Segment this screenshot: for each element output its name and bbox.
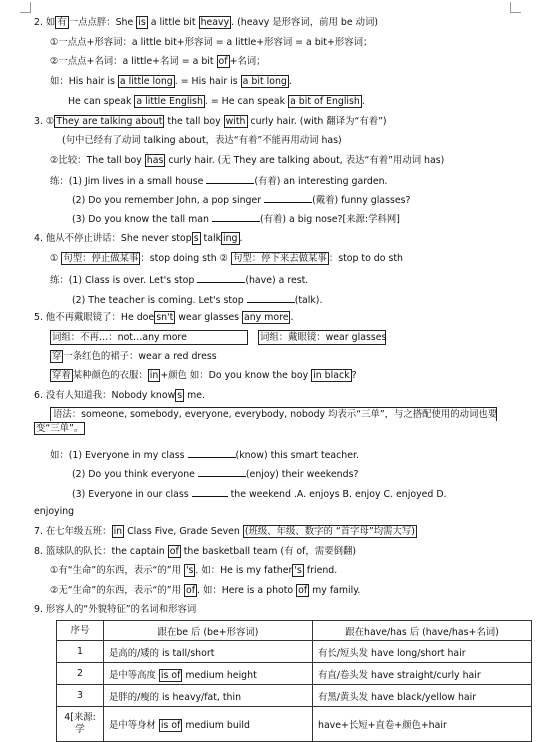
s3-heading: 3. ① They are talking about the tall boy with curly hair. (with 翻译为“有着”) <box>34 116 387 127</box>
s2-rule-2: ②一点点+名词：a little+名词 = a bit of +名词； <box>50 56 266 67</box>
s8-rule-living: ①有“生命”的东西，表示“的”用 's . 如：He is my father 's friend. <box>50 565 338 576</box>
boxed-word: s <box>177 390 183 401</box>
s2-example-2: He can speak a little English . = He can speak a bit of English . <box>68 96 365 107</box>
answer-blank[interactable] <box>192 486 228 497</box>
table-row: 4[来源:学 是中等身材 is of medium build have+长短+直卷+颜色+hair <box>57 707 532 742</box>
boxed-word: 有 <box>57 17 67 28</box>
answer-blank[interactable] <box>206 173 254 184</box>
appearance-table <box>56 620 532 742</box>
phrase-box-wear-glasses: 词组：戴眼镜：wear glasses <box>260 332 387 343</box>
answer-blank[interactable] <box>198 466 246 477</box>
boxed-word: sn't <box>156 312 174 323</box>
table-row: 1 是高的/矮的 is tall/short 有长/短头发 have long/short hair <box>57 641 532 663</box>
s2-example-1: 如：His hair is a little long . = His hair is a bit long . <box>50 76 292 87</box>
s2-rule-1: ①一点点+形容词：a little bit+形容词 = a little+形容词 = a bit+形容词； <box>50 37 373 48</box>
boxed-phrase: 句型：停下来去做某事 <box>233 253 327 264</box>
boxed-phrase: 句型：停止做某事 <box>63 253 139 264</box>
s6-grammar-box-bottom <box>34 422 85 435</box>
boxed-word: s <box>193 233 199 244</box>
s6-exercise-2: (2) Do you think everyone (enjoy) their weekends? <box>72 466 358 481</box>
answer-blank[interactable] <box>247 292 295 303</box>
s3-exercise-2: (2) Do you remember John, a pop singer (戴着) funny glasses? <box>72 192 410 207</box>
s4-exercise-1: 练：(1) Class is over. Let's stop (have) a rest. <box>50 272 308 287</box>
boxed-word: 穿 <box>52 351 62 362</box>
s6-heading: 6. 没有人知道我：Nobody know s me. <box>34 390 206 401</box>
s6-grammar-box-top <box>50 407 497 421</box>
page-corner-mark-left <box>20 2 31 13</box>
s4-patterns: ① 句型：停止做某事 ：stop doing sth ② 句型：停下来去做某事 ：stop to do sth <box>50 253 403 264</box>
boxed-word: has <box>146 155 164 166</box>
boxed-word: with <box>225 116 246 127</box>
s8-heading: 8. 篮球队的队长：the captain of the basketball team (有 of，需要倒翻) <box>34 546 356 557</box>
boxed-phrase: a little English <box>136 96 203 107</box>
s3-exercise-1: 练：(1) Jim lives in a small house (有着) an interesting garden. <box>50 173 388 188</box>
s6-exercise-1: 如：(1) Everyone in my class (know) this smart teacher. <box>50 447 359 462</box>
s5-wear-color: 穿着 某种颜色的衣服： in +颜色 如：Do you know the boy in black ? <box>52 370 357 381</box>
boxed-word: is <box>138 17 146 28</box>
boxed-word: 穿着 <box>52 370 71 381</box>
boxed-phrase: a bit of English <box>290 96 360 107</box>
boxed-word: is of <box>160 720 181 731</box>
boxed-word: heavy <box>200 17 230 28</box>
s5-wear-dress: 穿 一条红色的裙子：wear a red dress <box>52 351 217 362</box>
boxed-word: of <box>185 585 195 596</box>
s5-phrases <box>50 330 386 345</box>
s2-heading: 2. 如 有 一点点胖：She is a little bit heavy . (heavy 是形容词，前用 be 动词) <box>34 17 379 28</box>
answer-blank[interactable] <box>264 192 312 203</box>
answer-blank[interactable] <box>212 211 260 222</box>
boxed-word: of <box>218 56 228 67</box>
boxed-word: ing <box>223 233 238 244</box>
answer-blank[interactable] <box>188 447 236 458</box>
col-header-be: 跟在be 后 (be+形容词) <box>104 621 313 641</box>
boxed-phrase: any more <box>243 312 289 323</box>
s3-exercise-3: (3) Do you know the tall man (有着) a big nose?[来源:学科网] <box>72 211 400 226</box>
table-header-row <box>57 621 532 641</box>
boxed-phrase: They are talking about <box>56 116 163 127</box>
boxed-word: in <box>149 370 159 381</box>
boxed-word: 's <box>185 565 194 576</box>
boxed-phrase: a bit long <box>242 76 287 87</box>
answer-blank[interactable] <box>197 272 245 283</box>
s4-exercise-2: (2) The teacher is coming. Let's stop (talk). <box>72 292 322 307</box>
s5-heading: 5. 他不再戴眼镜了：He doe sn't wear glasses any more . <box>34 312 294 323</box>
s4-heading: 4. 他从不停止讲话：She never stop s talk ing . <box>34 233 243 244</box>
boxed-word: 's <box>294 565 302 576</box>
s8-rule-nonliving: ②无“生命”的东西，表示“的”用 of . 如：Here is a photo of my family. <box>50 585 361 596</box>
table-row: 2 是中等高度 is of medium height 有直/卷头发 have straight/curly hair <box>57 663 532 685</box>
boxed-word: of <box>298 585 308 596</box>
s3-compare: ②比较：The tall boy has curly hair. (无 They are talking about, 表达“有着”用动词 has) <box>50 155 445 166</box>
boxed-phrase: in black <box>313 370 350 381</box>
grammar-note: 语法：someone, somebody, everyone, everybody, nobody 均表示“三单”，与之搭配使用的动词也要 <box>53 409 498 420</box>
col-header-number: 序号 <box>57 621 104 641</box>
boxed-word: of <box>169 546 179 557</box>
capitalization-note: (班级、年级、数字的 “首字母”均需大写) <box>244 526 415 537</box>
s7-heading: 7. 在七年级五班： in Class Five, Grade Seven (班级、年级、数字的 “首字母”均需大写) <box>34 526 415 537</box>
col-header-have: 跟在have/has 后 (have/has+名词) <box>313 621 532 641</box>
grammar-note-end: 变“三单”。 <box>36 423 84 434</box>
boxed-word: in <box>113 526 123 537</box>
s9-heading: 9. 形容人的“外貌特征”的名词和形容词 <box>34 604 197 615</box>
boxed-word: is of <box>160 669 181 681</box>
table-row: 3 是胖的/瘦的 is heavy/fat, thin 有黑/黄头发 have black/yellow hair <box>57 685 532 707</box>
page-corner-mark-right <box>510 2 521 13</box>
phrase-box-not-any-more: 词组：不再…：not…any more <box>50 330 248 345</box>
s6-exercise-3: (3) Everyone in our class the weekend .A. enjoys B. enjoy C. enjoyed D. <box>72 486 447 501</box>
s3-note: (句中已经有了动词 talking about，表达“有着”不能再用动词 has) <box>62 135 342 146</box>
boxed-phrase: a little long <box>119 76 173 87</box>
s6-option-d: enjoying <box>34 506 75 517</box>
